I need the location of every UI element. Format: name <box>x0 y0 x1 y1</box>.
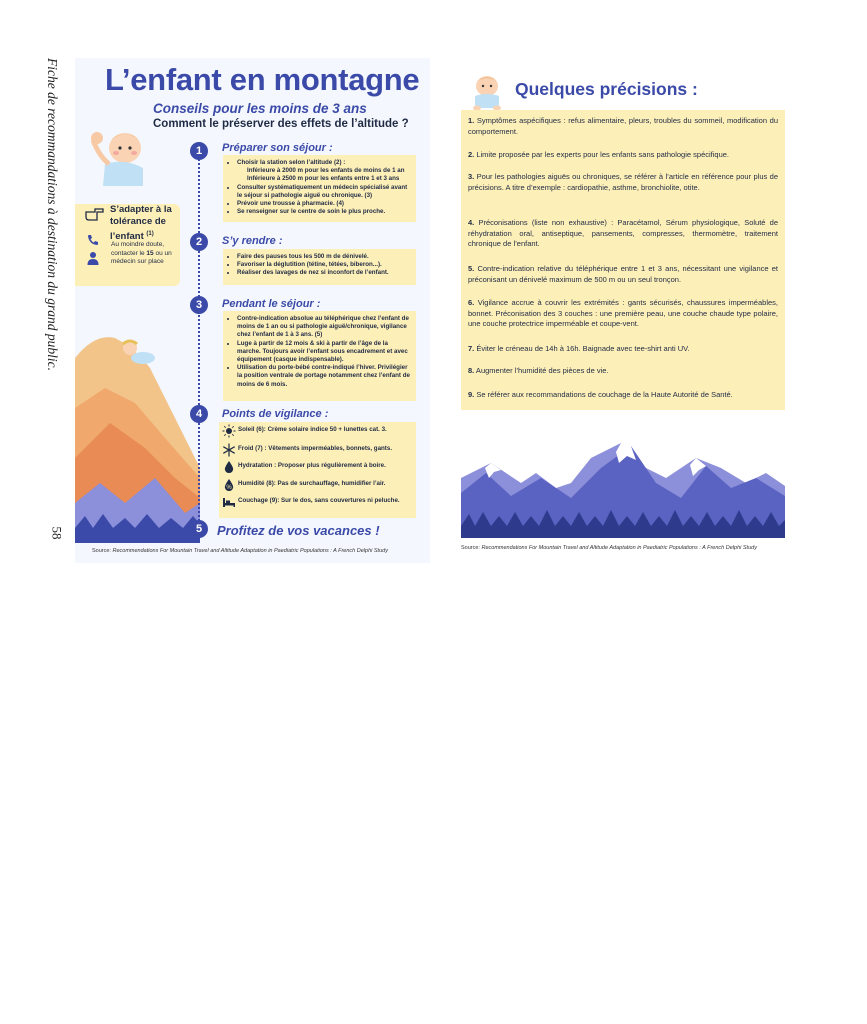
precision-item-3: 3. Pour les pathologies aiguës ou chroniques, se référer à l’article en référence pour plus de précisions. A titre d’exemple : cardiopathie, asthme, bronchiolite, otite. <box>468 172 778 192</box>
precision-item-6: 6. Vigilance accrue à couvrir les extrémités : gants sécurisés, chaussures imperméables, bonnet. Préconisation des 3 couches : une première peau, une couche chaude type polaire, une couche protectrice imperméable et coupe-vent. <box>468 298 778 328</box>
step-3-item: • Luge à partir de 12 mois & ski à partir de l’âge de la marche. Toujours avoir l’enfant sous encadrement et avec équipement (casque indispensable). <box>237 340 410 365</box>
adapt-text: Au moindre doute, contacter le 15 ou un médecin sur place <box>111 241 172 265</box>
side-note <box>38 58 62 371</box>
step-2-title: S’y rendre : <box>222 235 283 247</box>
step-1-title: Préparer son séjour : <box>222 142 333 154</box>
precision-item-1: 1. Symptômes aspécifiques : refus alimentaire, pleurs, troubles du sommeil, modification du comportement. <box>468 116 778 136</box>
step-5-title: Profitez de vos vacances ! <box>217 523 380 538</box>
step-3-number: 3 <box>190 296 208 314</box>
vigilance-humidity: Humidité (8): Pas de surchauffage, humidifier l’air. <box>238 480 386 487</box>
poster-title: L’enfant en montagne <box>105 62 420 97</box>
vigilance-cold: Froid (7) : Vêtements imperméables, bonnets, gants. <box>238 445 393 452</box>
precision-item-2: 2. Limite proposée par les experts pour les enfants sans pathologie spécifique. <box>468 150 730 159</box>
vigilance-sleep: Couchage (9): Sur le dos, sans couvertures ni peluche. <box>238 497 400 504</box>
step-5-number: 5 <box>190 520 208 538</box>
step-1-subitem: Inférieure à 2000 m pour les enfants de moins de 1 an <box>247 167 405 175</box>
baby-illustration <box>85 120 147 188</box>
bed-icon <box>222 495 236 509</box>
precision-item-4: 4. Préconisations (liste non exhaustive) : Paracétamol, Sérum physiologique, Soluté de réhydratation oral, antiseptique, pansements, compresses, thermomètre, traitement chronique de l’enfant. <box>468 218 778 248</box>
vigilance-sun: Soleil (6): Crème solaire indice 50 + lunettes cat. 3. <box>238 426 387 433</box>
precision-item-9: 9. Se référer aux recommandations de couchage de la Haute Autorité de Santé. <box>468 390 733 399</box>
timeline-line <box>198 148 202 528</box>
step-3-title: Pendant le séjour : <box>222 298 321 310</box>
drop-icon <box>222 460 236 474</box>
step-1-item: • Prévoir une trousse à pharmacie. (4) <box>237 200 410 208</box>
precisions-title: Quelques précisions : <box>515 79 698 99</box>
mountains-illustration <box>461 438 785 538</box>
step-2-item: • Réaliser des lavages de nez si inconfort de l’enfant. <box>237 269 410 277</box>
precision-item-5: 5. Contre-indication relative du téléphérique entre 1 et 3 ans, nécessitant une vigilance et préconisant un dénivelé maximum de 500 m ou un seul tronçon. <box>468 264 778 284</box>
page-number: 58 <box>49 526 65 540</box>
step-2-box <box>223 249 416 285</box>
phone-icon <box>87 234 99 246</box>
precision-item-8: 8. Augmenter l’humidité des pièces de vie. <box>468 366 609 375</box>
step-1-item: • Se renseigner sur le centre de soin le plus proche. <box>237 208 410 216</box>
sun-icon <box>222 424 236 438</box>
step-1-subitem: Inférieure à 2500 m pour les enfants entre 1 et 3 ans <box>247 175 400 183</box>
baby-crawling-illustration <box>467 72 507 112</box>
poster-subtitle: Conseils pour les moins de 3 ans <box>153 101 367 116</box>
step-1-item: • Choisir la station selon l’altitude (2) : <box>237 159 410 167</box>
step-2-item: • Favoriser la déglutition (tétine, tétées, biberon...). <box>237 261 410 269</box>
adapt-title: S’adapter à la tolérance de l’enfant $^{(1)}$ <box>110 204 172 243</box>
precisions-box <box>461 110 785 410</box>
vigilance-hydration: Hydratation : Proposer plus régulièrement à boire. <box>238 462 386 469</box>
step-3-item: • Contre-indication absolue au téléphérique chez l’enfant de moins de 1 an ou si pathologie aiguë/chronique, vigilance chez l’enfant de 1 à 3 ans. (5) <box>237 315 410 340</box>
precision-item-7: 7. Éviter le créneau de 14h à 16h. Baignade avec tee-shirt anti UV. <box>468 344 690 353</box>
step-2-item: • Faire des pauses tous les 500 m de dénivelé. <box>237 253 410 261</box>
step-1-box <box>223 155 416 222</box>
poster <box>75 58 430 563</box>
svg-text:%: % <box>226 485 232 491</box>
humidity-icon <box>222 478 236 492</box>
poster-source: Source: Recommendations For Mountain Travel and Altitude Adaptation in Paediatric Populations : A French Delphi Study <box>92 548 388 554</box>
hand-pointing-icon <box>85 205 105 223</box>
step-3-item: • Utilisation du porte-bébé contre-indiqué l’hiver. Privilégier la position ventrale de portage notamment chez l’enfant de moins de 6 mois. <box>237 364 410 389</box>
mountains-illustration <box>75 328 200 543</box>
step-1-item: • Consulter systématiquement un médecin spécialisé avant le séjour si pathologie aiguë ou chronique. (3) <box>237 184 410 200</box>
step-4-title: Points de vigilance : <box>222 408 329 420</box>
poster-question: Comment le préserver des effets de l’altitude ? <box>153 118 409 130</box>
person-icon <box>87 251 99 265</box>
step-2-number: 2 <box>190 233 208 251</box>
step-3-box <box>223 311 416 401</box>
precisions-source: Source: Recommendations For Mountain Travel and Altitude Adaptation in Paediatric Populations : A French Delphi Study <box>461 545 757 551</box>
step-4-number: 4 <box>190 405 208 423</box>
step-1-number: 1 <box>190 142 208 160</box>
snowflake-icon <box>222 443 236 457</box>
side-note-text: Fiche de recommandations à destination du grand public. <box>45 58 60 371</box>
